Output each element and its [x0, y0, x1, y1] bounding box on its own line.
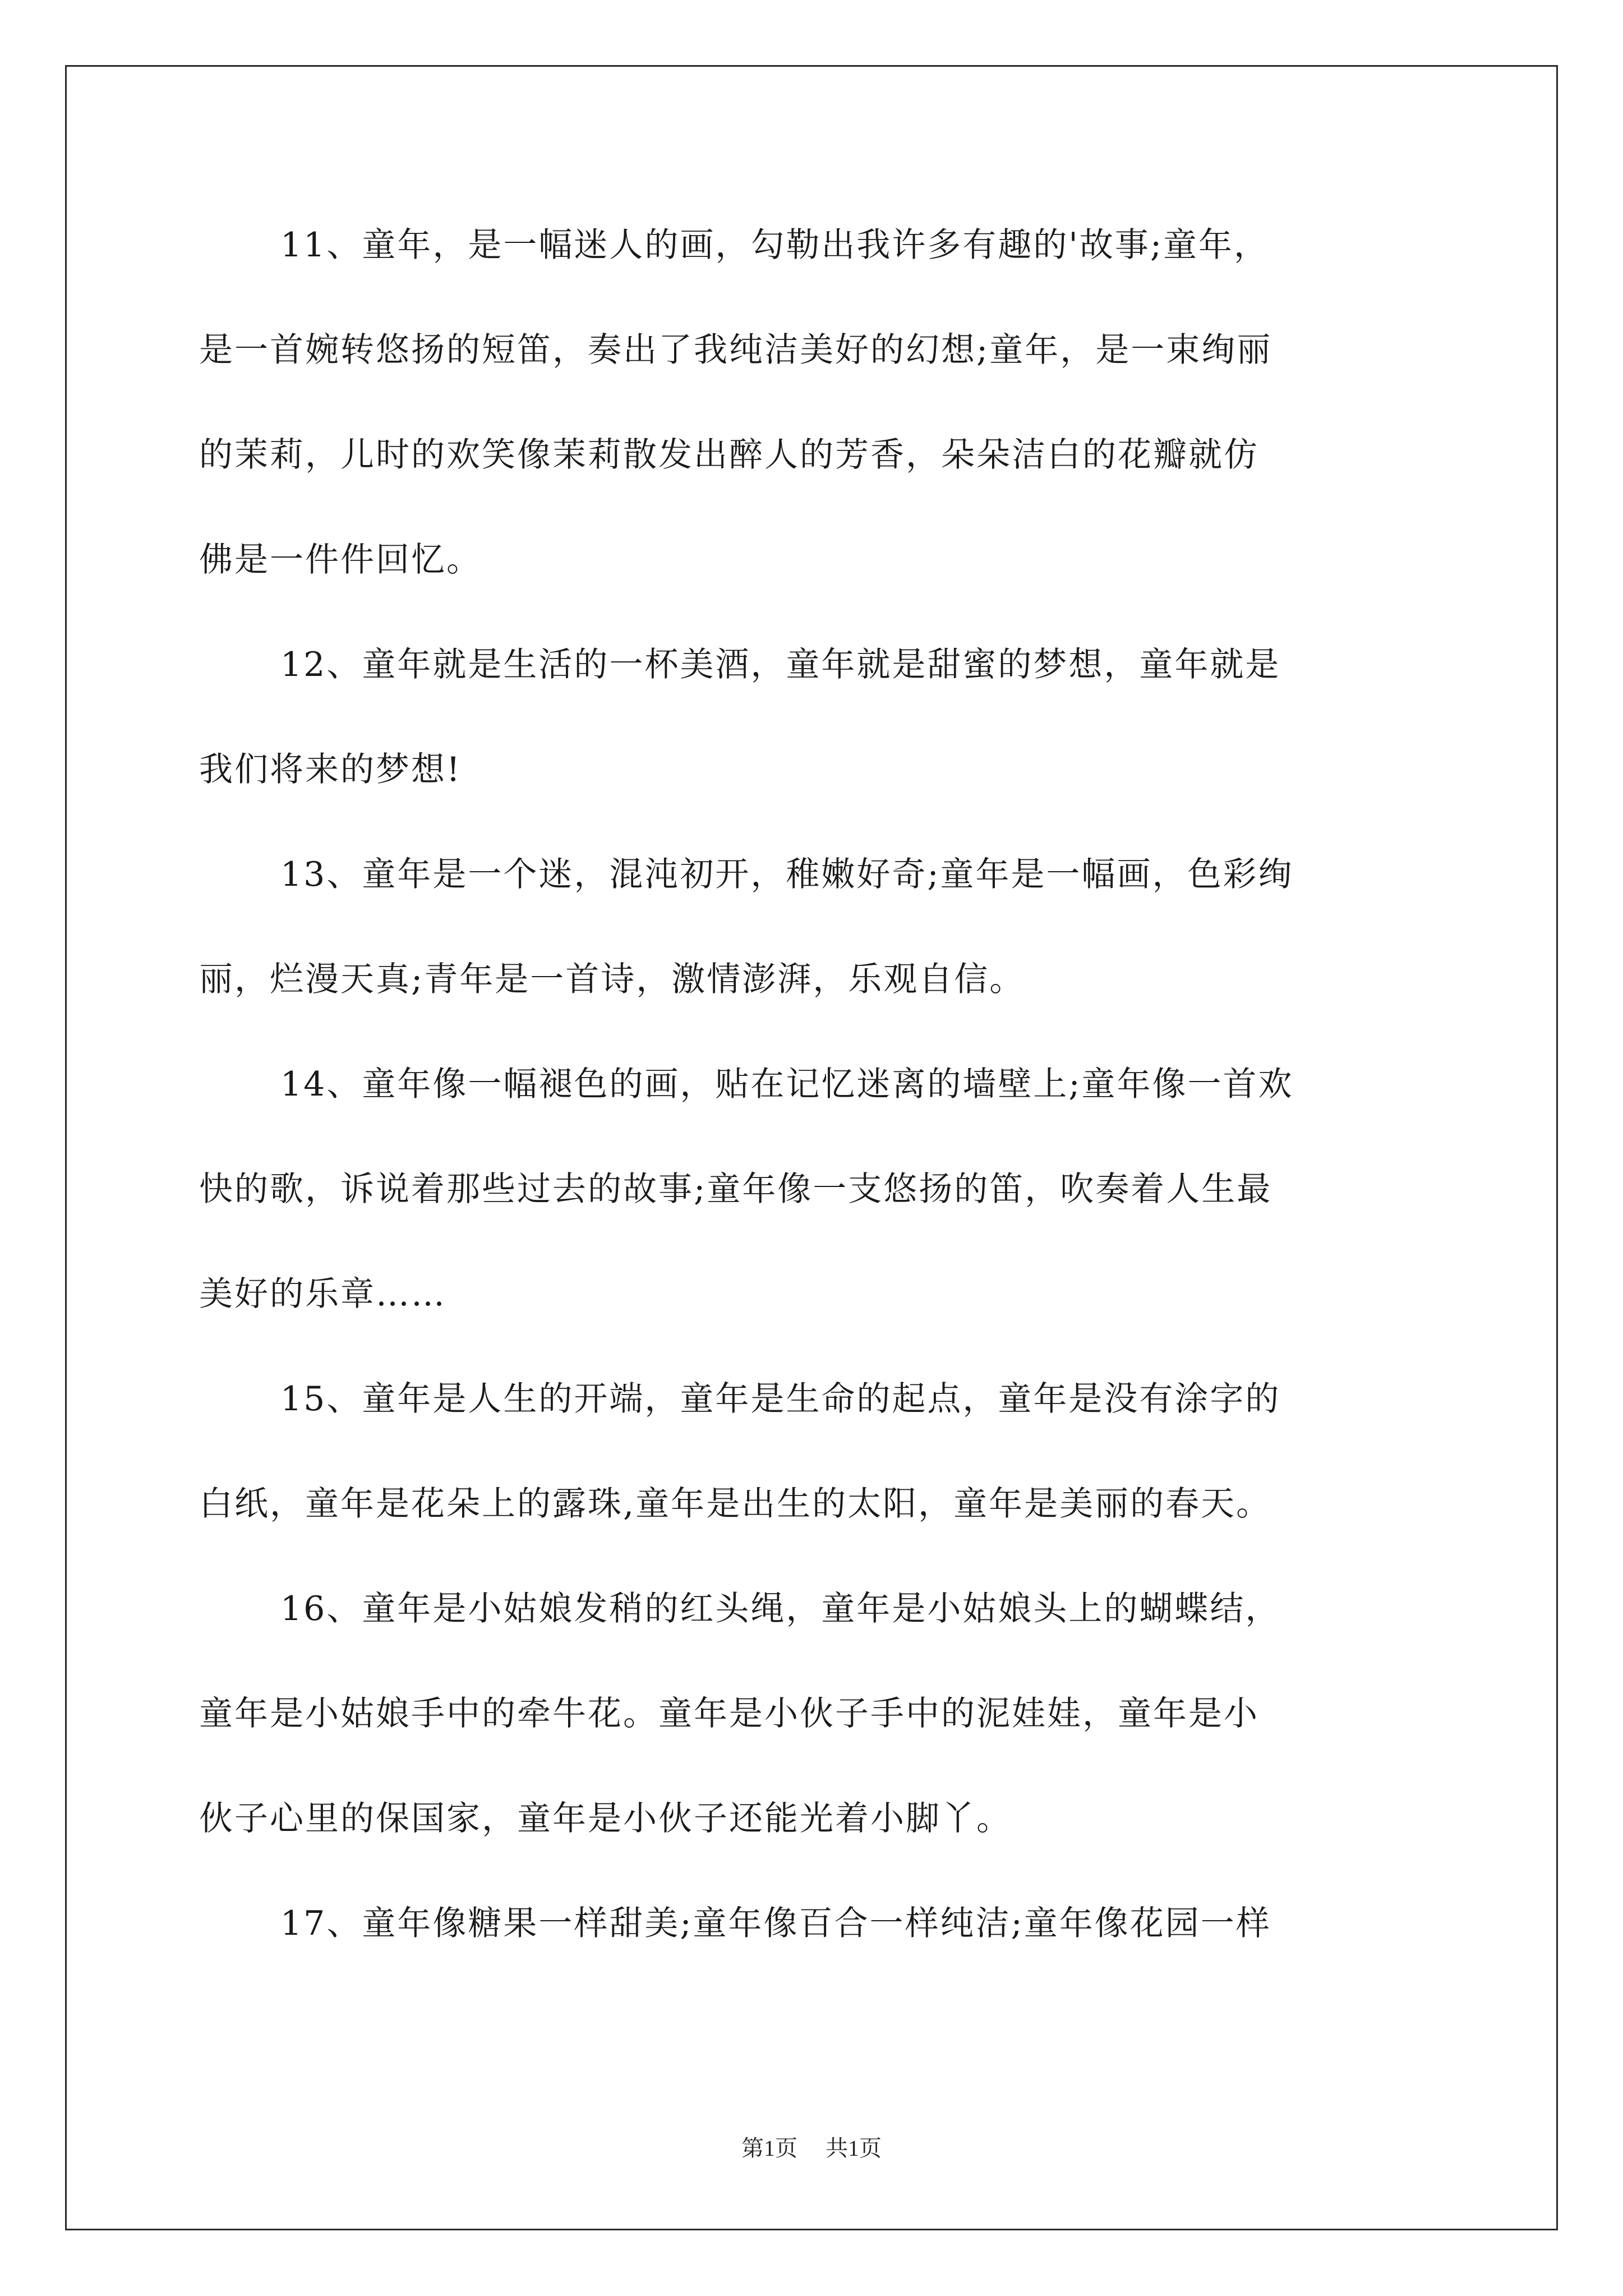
text-line: 17、童年像糖果一样甜美;童年像百合一样纯洁;童年像花园一样	[280, 1904, 1271, 1943]
text-line: 11、童年，是一幅迷人的画，勾勒出我许多有趣的'故事;童年，	[280, 226, 1270, 265]
document-body	[199, 219, 1427, 1950]
text-line: 白纸，童年是花朵上的露珠,童年是出生的太阳，童年是美丽的春天。	[199, 1484, 1272, 1524]
text-line: 佛是一件件回忆。	[199, 540, 482, 579]
text-line: 伙子心里的保国家，童年是小伙子还能光着小脚丫。	[199, 1799, 1012, 1838]
text-line: 丽，烂漫天真;青年是一首诗，激情澎湃，乐观自信。	[199, 960, 1025, 999]
page-footer	[0, 2132, 1623, 2165]
page-total: 共1页	[826, 2136, 882, 2161]
text-line: 美好的乐章……	[199, 1274, 446, 1314]
text-line: 15、童年是人生的开端，童年是生命的起点，童年是没有涂字的	[280, 1379, 1281, 1419]
text-line: 13、童年是一个迷，混沌初开，稚嫩好奇;童年是一幅画，色彩绚	[280, 855, 1294, 894]
page-number: 第1页	[741, 2136, 797, 2161]
text-line: 我们将来的梦想!	[199, 750, 462, 789]
text-line: 14、童年像一幅褪色的画，贴在记忆迷离的墙壁上;童年像一首欢	[280, 1065, 1294, 1104]
text-line: 童年是小姑娘手中的牵牛花。童年是小伙子手中的泥娃娃，童年是小	[199, 1694, 1259, 1733]
text-line: 16、童年是小姑娘发稍的红头绳，童年是小姑娘头上的蝴蝶结，	[280, 1589, 1281, 1628]
text-line: 的茉莉，儿时的欢笑像茉莉散发出醉人的芳香，朵朵洁白的花瓣就仿	[199, 435, 1259, 475]
text-line: 是一首婉转悠扬的短笛，奏出了我纯洁美好的幻想;童年，是一束绚丽	[199, 330, 1272, 370]
text-line: 快的歌，诉说着那些过去的故事;童年像一支悠扬的笛，吹奏着人生最	[199, 1170, 1272, 1209]
text-line: 12、童年就是生活的一杯美酒，童年就是甜蜜的梦想，童年就是	[280, 645, 1281, 684]
